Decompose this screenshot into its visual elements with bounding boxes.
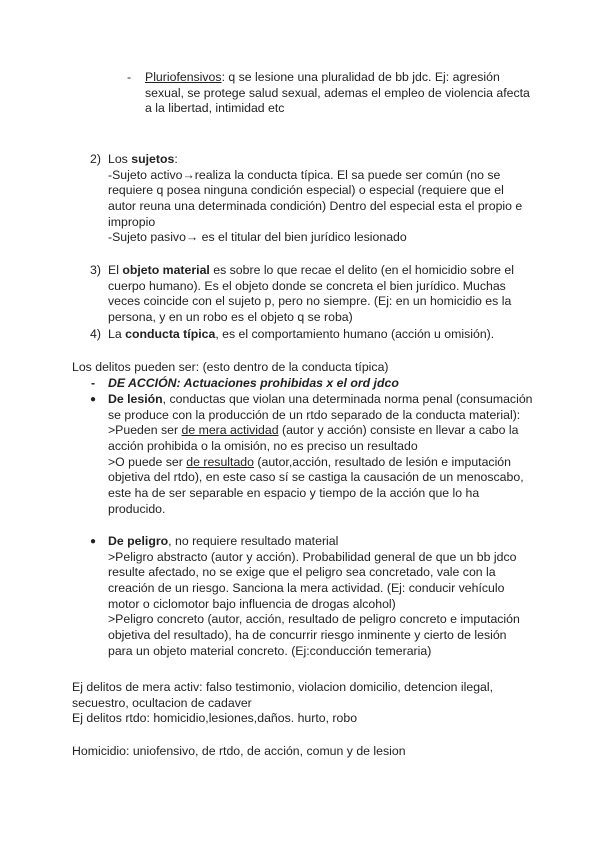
list-number-4: 4) [90,327,101,341]
resultado-term: de resultado [186,454,254,469]
list-number-2: 2) [90,152,101,166]
pluriofensivos-paragraph: Pluriofensivos: q se lesione una pluralidad de bb jdc. Ej: agresión sexual, se protege salud sexual, ademas el empleo de violencia afecta a la libertad, intimidad etc [145,70,530,116]
peligro-paragraph: De peligro, no requiere resultado material >Peligro abstracto (autor y acción). Probabilidad general de que un bb jdco resulte afectado, no se exige que el peligro sea concretado, vale con la creación de un riesgo. Sanciona la mera actividad. (Ej: conducir vehículo motor o ciclomotor bajo influencia de drogas alcohol) >Peligro concreto (autor, acción, resultado de peligro concreto e imputación objetiva del resultado), ha de concurrir riesgo inminente y cierto de lesión para un objeto material concreto. (Ej:conducción temeraria) [108,534,520,658]
objeto-paragraph: El objeto material es sobre lo que recae el delito (en el homicidio sobre el cuerpo humano). Es el objeto donde se concreta el bien jurídico. Muchas veces coincide con el sujeto p, pero no siempre. (Ej: en un homicidio es la persona, y en un robo es el objeto q se roba) [108,263,515,325]
list-number-3: 3) [90,263,101,277]
sujetos-paragraph: Los sujetos: -Sujeto activo→realiza la conducta típica. El sa puede ser común (no se requiere q posea ninguna condición especial) o especial (requiere que el autor reuna una determinada condición) Dentro del especial esta el propio e impropio -Sujeto pasivo→ es el titular del bien jurídico lesionado [108,152,523,245]
ejemplos-paragraph: Ej delitos de mera activ: falso testimonio, violacion domicilio, detencion ilegal, secuestro, ocultacion de cadaver Ej delitos rtdo: homicidio,lesiones,daños. hurto, robo [72,680,494,726]
peligro-term: De peligro [108,534,169,548]
accion-heading: DE ACCIÓN: Actuaciones prohibidas x el ord jdco [108,376,399,390]
bullet-dot-icon: ● [90,394,97,405]
mera-actividad-term: de mera actividad [181,423,279,438]
conducta-paragraph: La conducta típica, es el comportamiento humano (acción u omisión). [108,327,495,341]
dash-bullet: - [127,70,132,84]
intro-line: Los delitos pueden ser: (esto dentro de la conducta típica) [72,360,389,374]
lesion-term: De lesión [108,392,163,406]
pluriofensivos-term: Pluriofensivos [145,70,222,84]
sujetos-term: sujetos [131,152,175,166]
bullet-dot-icon: ● [90,536,97,547]
objeto-term: objeto material [122,263,210,277]
conducta-term: conducta típica [125,327,216,341]
homicidio-line: Homicidio: uniofensivo, de rtdo, de acción, comun y de lesion [72,744,406,758]
dash-bullet: - [91,376,96,390]
lesion-paragraph: De lesión, conductas que violan una determinada norma penal (consumación se produce con la producción de un rtdo separado de la conducta material): >Pueden ser de mera actividad (autor y acción) consiste en llevar a cabo la acción prohibida o la omisión, no es preciso un resultado >O puede ser de resultado (autor,acción, resultado de lesión e imputación objetiva del rtdo), en este caso sí se castiga la causación de un menoscabo, este ha de ser separable en espacio y tiempo de la acción que lo ha producido. [108,392,533,516]
